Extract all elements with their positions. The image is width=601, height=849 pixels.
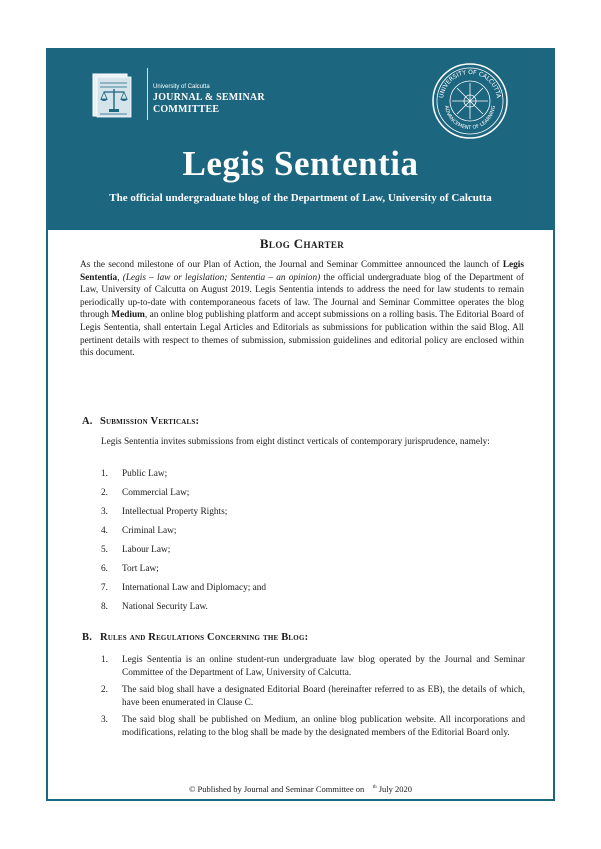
blog-name-etymology: (Legis – law or legislation; Sententia – an opinion) xyxy=(122,272,321,283)
list-item xyxy=(101,487,266,506)
list-item-text: National Security Law. xyxy=(122,602,208,612)
list-item xyxy=(101,654,525,680)
list-item-text: The said blog shall be published on Medium, an online blog publication website. All incorporations and modifications, relating to the blog shall be made by the designated members of the Editorial Board only. xyxy=(122,715,525,738)
list-item xyxy=(101,506,266,525)
publication-footer xyxy=(0,784,601,794)
blog-title: Legis Sententia xyxy=(182,144,419,183)
rules-list xyxy=(101,654,525,744)
blog-subtitle: The official undergraduate blog of the Department of Law, University of Calcutta xyxy=(109,192,492,204)
university-label: University of Calcutta xyxy=(153,84,210,90)
footer-text: Published by Journal and Seminar Committee on xyxy=(197,784,365,794)
charter-text-3: , an online blog publishing platform and accept submissions on a rolling basis. The Editorial Board of Legis Sententia, shall entertain Legal Articles and Editorials as submissions for publication within the said Blog. All pertinent details with respect to themes of submission, submission guidelines and editorial policy are enclosed within this document. xyxy=(80,310,524,359)
list-item xyxy=(101,714,525,740)
list-item xyxy=(101,544,266,563)
verticals-list xyxy=(101,468,266,620)
university-seal-icon xyxy=(431,62,509,140)
logo-divider xyxy=(147,68,148,120)
list-item-number: 1. xyxy=(101,469,108,479)
list-item-number: 3. xyxy=(101,507,108,517)
header-banner xyxy=(46,48,555,230)
committee-line-1: JOURNAL & SEMINAR xyxy=(153,92,265,103)
list-item-text: Commercial Law; xyxy=(122,488,190,498)
section-a-intro: Legis Sententia invites submissions from eight distinct verticals of contemporary jurisprudence, namely: xyxy=(101,437,490,447)
list-item-number: 7. xyxy=(101,583,108,593)
list-item-text: Criminal Law; xyxy=(122,526,177,536)
charter-body xyxy=(80,236,524,360)
list-item-text: Intellectual Property Rights; xyxy=(122,507,228,517)
list-item-number: 1. xyxy=(101,655,108,665)
charter-text-2: the official undergraduate blog of the Department of Law, University of Calcutta on August 2019. Legis Sententia intends to address the need for law students to remain periodically up-to-date with contemporaneous facets of law. The Journal and Seminar Committee operates the blog through xyxy=(80,272,524,321)
footer-date-suffix: th xyxy=(372,785,377,791)
list-item-text: Tort Law; xyxy=(122,564,159,574)
charter-heading: Blog Charter xyxy=(259,236,345,251)
committee-name xyxy=(153,84,265,116)
platform-name-bold: Medium xyxy=(111,310,145,321)
list-item-number: 3. xyxy=(101,715,108,725)
list-item-number: 2. xyxy=(101,488,108,498)
list-item xyxy=(101,525,266,544)
list-item-text: Public Law; xyxy=(122,469,168,479)
section-a-letter: A. xyxy=(82,416,93,427)
svg-text:UNIVERSITY OF CALCUTTA: UNIVERSITY OF CALCUTTA xyxy=(438,68,502,99)
section-b-letter: B. xyxy=(82,632,93,643)
list-item xyxy=(101,601,266,620)
charter-text-1: As the second milestone of our Plan of Action, the Journal and Seminar Committee announced the launch of xyxy=(80,260,503,270)
section-a-title: Submission Verticals: xyxy=(100,416,200,427)
list-item xyxy=(101,582,266,601)
blog-name-bold: Legis Sententia xyxy=(80,260,524,283)
committee-line-2: COMMITTEE xyxy=(153,104,220,115)
list-item-number: 8. xyxy=(101,602,108,612)
footer-date: July 2020 xyxy=(378,784,413,794)
scales-of-justice-logo xyxy=(89,71,149,121)
charter-paragraph: As the second milestone of our Plan of Action, the Journal and Seminar Committee announced the launch of Legis Sententia, (Legis – law or legislation; Sententia – an opinion) the official undergraduate blog of the Department of Law, University of Calcutta on August 2019. Legis Sententia intends to address the need for law students to remain periodically up-to-date with contemporaneous facets of law. The Journal and Seminar Committee operates the blog through Medium, an online blog publishing platform and accept submissions on a rolling basis. The Editorial Board of Legis Sententia, shall entertain Legal Articles and Editorials as submissions for publication within the said Blog. All pertinent details with respect to themes of submission, submission guidelines and editorial policy are enclosed within this document. xyxy=(80,260,524,359)
list-item xyxy=(101,468,266,487)
list-item xyxy=(101,563,266,582)
section-b-heading xyxy=(82,632,308,643)
section-a-heading xyxy=(82,416,199,427)
list-item-number: 4. xyxy=(101,526,108,536)
svg-text:ADVANCEMENT OF LEARNING: ADVANCEMENT OF LEARNING xyxy=(443,105,497,132)
list-item-number: 6. xyxy=(101,564,108,574)
list-item-text: International Law and Diplomacy; and xyxy=(122,583,267,593)
list-item-text: The said blog shall have a designated Editorial Board (hereinafter referred to as EB), the details of which, have been enumerated in Clause C. xyxy=(122,685,525,708)
list-item-text: Labour Law; xyxy=(122,545,171,555)
section-b-title: Rules and Regulations Concerning the Blog: xyxy=(100,632,309,643)
list-item xyxy=(101,684,525,710)
list-item-number: 2. xyxy=(101,685,108,695)
list-item-number: 5. xyxy=(101,545,108,555)
list-item-text: Legis Sententia is an online student-run undergraduate law blog operated by the Journal and Seminar Committee of the Department of Law, University of Calcutta. xyxy=(122,655,525,678)
copyright-icon: © xyxy=(188,784,196,794)
